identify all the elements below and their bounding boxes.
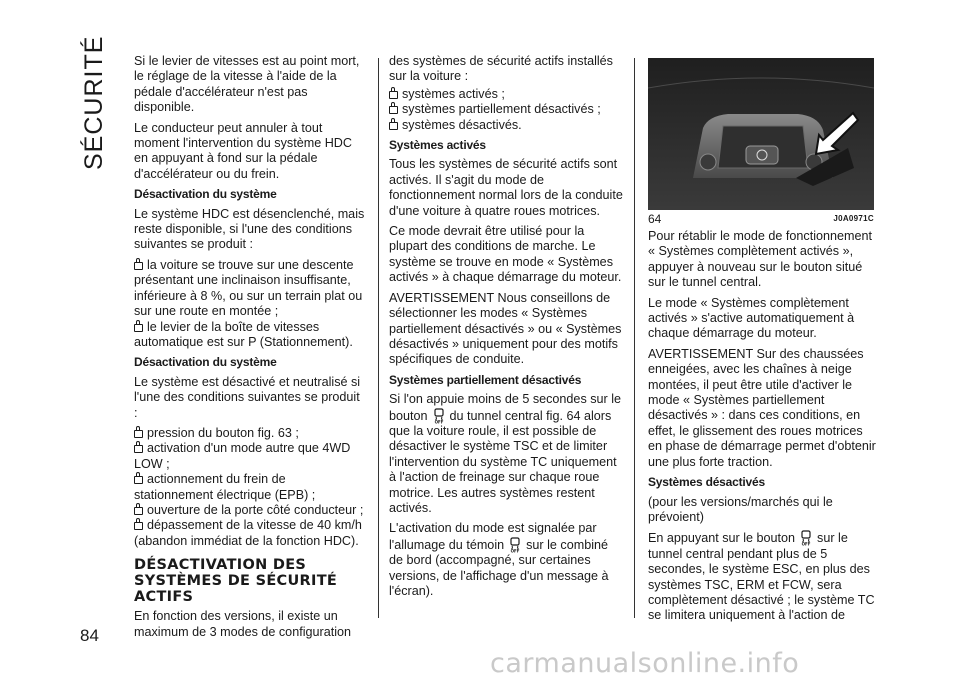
- list-item-text: actionnement du frein de stationnement électrique (EPB) ;: [134, 472, 316, 502]
- subheading: Désactivation du système: [134, 355, 277, 370]
- bullet-icon: [134, 324, 143, 332]
- bullet-icon: [389, 91, 398, 99]
- list-item: [134, 518, 366, 549]
- section-label-text: SÉCURITÉ: [80, 35, 108, 170]
- list-item: [389, 118, 623, 133]
- paragraph: Pour rétablir le mode de fonctionnement « Systèmes complètement activés », appuyer à nouveau sur le bouton situé sur le tunnel central.: [648, 229, 873, 290]
- list-item: [134, 441, 366, 472]
- paragraph: [389, 392, 623, 516]
- paragraph: [648, 530, 880, 623]
- paragraph: AVERTISSEMENT Sur des chaussées enneigées, avec les chaînes à neige montées, il peut être utile d'activer le mode « Systèmes partiellement désactivés » : dans ces conditions, en effet, le glissement des roues motrices en phase de démarrage permet d'obtenir une plus forte traction.: [648, 346, 876, 469]
- page-number: 84: [80, 626, 99, 645]
- list-item: [134, 503, 366, 518]
- paragraph: Si le levier de vitesses est au point mort, le réglage de la vitesse à l'aide de la pédale d'accélérateur n'est pas disponible.: [134, 54, 360, 115]
- paragraph: En fonction des versions, il existe un maximum de 3 modes de configuration: [134, 609, 352, 639]
- list-item-text: ouverture de la porte côté conducteur ;: [147, 502, 364, 517]
- figure-photo: [648, 58, 874, 210]
- icon-label: OFF: [434, 419, 443, 424]
- text-span: sur le tunnel central pendant plus de 5 secondes, le système ESC, en plus des systèmes TSC, ERM et FCW, sera complètement désactivé ; le système TC se limitera uniquement à l'action de: [648, 531, 875, 623]
- subheading: Désactivation du système: [134, 187, 277, 202]
- icon-label: OFF: [801, 541, 811, 547]
- list-item: [134, 258, 366, 320]
- list-item-text: le levier de la boîte de vitesses automatique est sur P (Stationnement).: [134, 319, 353, 349]
- text-span: L'activation du mode est signalée par l'allumage du témoin: [389, 521, 597, 552]
- paragraph: AVERTISSEMENT Nous conseillons de sélectionner les modes « Systèmes partiellement désactivés » ou « Systèmes désactivés » uniquement pour des motifs spécifiques de conduite.: [389, 290, 622, 367]
- icon-label: OFF: [510, 548, 520, 553]
- paragraph: (pour les versions/marchés qui le prévoient): [648, 494, 833, 524]
- column-2: [389, 54, 623, 604]
- bullet-icon: [389, 106, 398, 114]
- list-item: [134, 426, 366, 441]
- column-1: [134, 54, 366, 645]
- paragraph: Le système HDC est désenclenché, mais reste disponible, si l'une des conditions suivantes se produit :: [134, 206, 365, 252]
- paragraph: des systèmes de sécurité actifs installés sur la voiture :: [389, 54, 613, 84]
- text-span: En appuyant sur le bouton: [648, 531, 796, 546]
- figure-code: J0A0971C: [833, 214, 874, 223]
- list-item: [134, 472, 366, 503]
- paragraph: Le conducteur peut annuler à tout moment l'intervention du système HDC en appuyant à fond sur la pédale d'accélérateur ou du frein.: [134, 120, 352, 181]
- bullet-icon: [389, 122, 398, 130]
- text-span: Si l'on appuie moins de 5 secondes sur le bouton: [389, 392, 622, 423]
- list-item-text: pression du bouton fig. 63 ;: [147, 425, 299, 440]
- bullet-icon: [134, 507, 143, 515]
- traction-off-icon: [432, 408, 446, 424]
- list-item-text: systèmes désactivés.: [402, 117, 522, 132]
- list-item-text: la voiture se trouve sur une descente présentant une inclinaison insuffisante, inférieure à 8 %, ou sur un terrain plat ou sur une route en montée ;: [134, 257, 363, 319]
- list-item: [389, 102, 623, 117]
- list-item: [389, 87, 623, 102]
- watermark: carmanualsonline.info: [490, 648, 800, 679]
- paragraph: Le système est désactivé et neutralisé si l'une des conditions suivantes se produit :: [134, 374, 361, 420]
- column-divider: [378, 58, 379, 618]
- section-label: [80, 35, 120, 170]
- console-illustration: [648, 58, 874, 210]
- list-item-text: systèmes partiellement désactivés ;: [402, 102, 601, 117]
- paragraph: Le mode « Systèmes complètement activés » s'active automatiquement à chaque démarrage du moteur.: [648, 295, 855, 341]
- bullet-icon: [134, 522, 143, 530]
- list-item-text: activation d'un mode autre que 4WD LOW ;: [134, 441, 351, 471]
- column-divider: [634, 58, 635, 618]
- column-3: [648, 229, 880, 629]
- section-title: DÉSACTIVATION DES SYSTÈMES DE SÉCURITÉ ACTIFS: [134, 557, 338, 606]
- traction-off-icon: [508, 537, 522, 553]
- subheading: Systèmes partiellement désactivés: [389, 372, 582, 387]
- subheading: Systèmes désactivés: [648, 475, 765, 490]
- list-item: [134, 320, 366, 351]
- traction-off-icon: [799, 530, 813, 546]
- paragraph: Tous les systèmes de sécurité actifs sont activés. Il s'agit du mode de fonctionnement normal lors de la conduite d'une voiture à quatre roues motrices.: [389, 157, 623, 218]
- paragraph: [389, 521, 623, 599]
- text-span: du tunnel central fig. 64 alors que la voiture roule, il est possible de désactiver le système TSC et de limiter l'intervention du système TC uniquement à l'action de freinage sur chaque roue motrice. Les autres systèmes restent activés.: [389, 408, 617, 515]
- bullet-icon: [134, 430, 143, 438]
- list-item-text: dépassement de la vitesse de 40 km/h (abandon immédiat de la fonction HDC).: [134, 518, 362, 548]
- subheading: Systèmes activés: [389, 138, 486, 153]
- paragraph: Ce mode devrait être utilisé pour la plupart des conditions de marche. Le système se trouve en mode « Systèmes activés » à chaque démarrage du moteur.: [389, 224, 622, 285]
- bullet-icon: [134, 476, 143, 484]
- figure-number: 64: [648, 212, 662, 226]
- list-item-text: systèmes activés ;: [402, 86, 505, 101]
- bullet-icon: [134, 262, 143, 270]
- text-span: sur le combiné de bord (accompagné, sur certaines versions, de l'affichage d'un message à l'écran).: [389, 537, 609, 598]
- bullet-icon: [134, 445, 143, 453]
